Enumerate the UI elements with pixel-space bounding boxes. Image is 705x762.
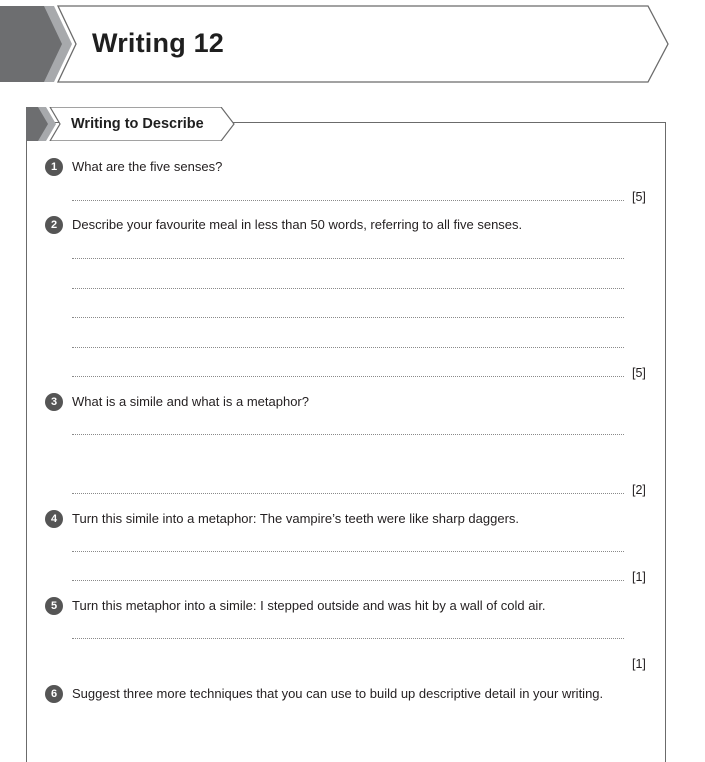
answer-line[interactable] [72, 551, 624, 552]
answer-line[interactable] [72, 580, 624, 581]
answer-line[interactable] [72, 258, 624, 259]
question-number-badge: 3 [45, 393, 63, 411]
question-number-badge: 5 [45, 597, 63, 615]
question-number-badge: 4 [45, 510, 63, 528]
answer-line[interactable] [72, 200, 624, 201]
answer-line[interactable] [72, 376, 624, 377]
question-text: What is a simile and what is a metaphor? [72, 394, 309, 409]
question-text: Turn this simile into a metaphor: The vampire’s teeth were like sharp daggers. [72, 511, 520, 526]
question-text: Describe your favourite meal in less than 50 words, referring to all five senses. [72, 217, 523, 232]
answer-line[interactable] [72, 317, 624, 318]
answer-line[interactable] [72, 493, 624, 494]
marks-label: [1] [632, 570, 646, 584]
question-number-badge: 2 [45, 216, 63, 234]
question-number-badge: 6 [45, 685, 63, 703]
question-number-badge: 1 [45, 158, 63, 176]
answer-line[interactable] [72, 288, 624, 289]
answer-line[interactable] [72, 434, 624, 435]
marks-label: [2] [632, 483, 646, 497]
answer-line[interactable] [72, 638, 624, 639]
question-text: Turn this metaphor into a simile: I stepped outside and was hit by a wall of cold air. [72, 598, 546, 613]
section-title: Writing to Describe [71, 116, 204, 132]
marks-label: [1] [632, 657, 646, 671]
answer-line[interactable] [72, 347, 624, 348]
page-title: Writing 12 [92, 28, 225, 58]
question-text: Suggest three more techniques that you can use to build up descriptive detail in your writing. [72, 686, 604, 701]
marks-label: [5] [632, 366, 646, 380]
question-text: What are the five senses? [72, 159, 223, 174]
marks-label: [5] [632, 190, 646, 204]
